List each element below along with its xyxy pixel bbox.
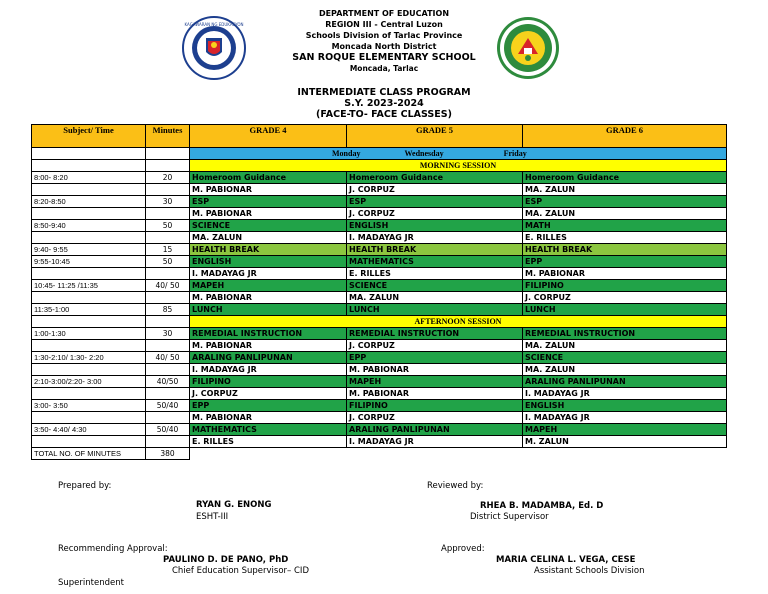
empty-cell (32, 160, 146, 172)
teacher-cell-grade-5: I. MADAYAG JR (347, 232, 523, 244)
subject-cell-grade-4: MATHEMATICS (190, 424, 347, 436)
table-row (32, 172, 727, 184)
teacher-cell-grade-6: J. CORPUZ (523, 292, 727, 304)
time-cell: 1:00-1:30 (32, 328, 146, 340)
teacher-row (32, 340, 727, 352)
minutes-cell: 30 (146, 328, 190, 340)
empty-cell (146, 436, 190, 448)
subject-cell-grade-5: MAPEH (347, 376, 523, 388)
teacher-cell-grade-6: MA. ZALUN (523, 340, 727, 352)
teacher-cell-grade-4: E. RILLES (190, 436, 347, 448)
subject-cell-grade-5: MATHEMATICS (347, 256, 523, 268)
letterhead-line: Moncada North District (331, 42, 437, 51)
column-header: Subject/ Time (32, 125, 146, 148)
subject-cell-grade-6: EPP (523, 256, 727, 268)
letterhead-line: Schools Division of Tarlac Province (305, 31, 463, 40)
teacher-row (32, 292, 727, 304)
column-header: GRADE 4 (190, 125, 347, 148)
table-row (32, 196, 727, 208)
empty-cell (32, 184, 146, 196)
subject-cell-grade-6: FILIPINO (523, 280, 727, 292)
teacher-row (32, 436, 727, 448)
subject-cell-grade-4: LUNCH (190, 304, 347, 316)
minutes-cell: 20 (146, 172, 190, 184)
table-row (32, 244, 727, 256)
subject-cell-grade-4: HEALTH BREAK (190, 244, 347, 256)
letterhead-line: REGION III - Central Luzon (325, 20, 443, 29)
empty-cell (146, 388, 190, 400)
subject-cell-grade-6: ESP (523, 196, 727, 208)
teacher-cell-grade-4: I. MADAYAG JR (190, 364, 347, 376)
empty-cell (32, 388, 146, 400)
time-cell: 8:00- 8:20 (32, 172, 146, 184)
empty-cell (146, 148, 190, 160)
teacher-cell-grade-6: E. RILLES (523, 232, 727, 244)
column-header: Minutes (146, 125, 190, 148)
program-title (0, 87, 768, 120)
teacher-cell-grade-5: MA. ZALUN (347, 292, 523, 304)
teacher-cell-grade-6: I. MADAYAG JR (523, 388, 727, 400)
time-cell: 9:55-10:45 (32, 256, 146, 268)
approved-title-continued: Superintendent (58, 578, 124, 588)
approved-title: Assistant Schools Division (534, 566, 645, 576)
teacher-cell-grade-4: M. PABIONAR (190, 184, 347, 196)
minutes-cell: 50 (146, 220, 190, 232)
teacher-row (32, 208, 727, 220)
teacher-cell-grade-6: MA. ZALUN (523, 184, 727, 196)
empty-cell (32, 436, 146, 448)
subject-cell-grade-5: ESP (347, 196, 523, 208)
empty-cell (146, 184, 190, 196)
school-seal-icon (496, 16, 560, 80)
subject-cell-grade-5: ARALING PANLIPUNAN (347, 424, 523, 436)
subject-cell-grade-6: ARALING PANLIPUNAN (523, 376, 727, 388)
svg-text:KAGAWARAN NG EDUKASYON: KAGAWARAN NG EDUKASYON (184, 22, 244, 27)
time-cell: 3:00- 3:50 (32, 400, 146, 412)
teacher-cell-grade-6: MA. ZALUN (523, 364, 727, 376)
time-cell: 2:10-3:00/2:20- 3:00 (32, 376, 146, 388)
minutes-cell: 40/50 (146, 376, 190, 388)
prepared-by-title: ESHT-III (196, 512, 229, 522)
reviewed-by-name: RHEA B. MADAMBA, Ed. D (480, 501, 604, 511)
title-line: INTERMEDIATE CLASS PROGRAM (297, 87, 471, 98)
table-row (32, 256, 727, 268)
teacher-cell-grade-5: J. CORPUZ (347, 340, 523, 352)
minutes-cell: 50/40 (146, 400, 190, 412)
teacher-cell-grade-5: J. CORPUZ (347, 412, 523, 424)
class-program-table (31, 124, 727, 460)
teacher-row (32, 388, 727, 400)
subject-cell-grade-6: SCIENCE (523, 352, 727, 364)
subject-cell-grade-5: LUNCH (347, 304, 523, 316)
afternoon-session-label: AFTERNOON SESSION (190, 316, 727, 328)
subject-cell-grade-5: SCIENCE (347, 280, 523, 292)
title-line: S.Y. 2023-2024 (344, 98, 424, 109)
minutes-cell: 40/ 50 (146, 280, 190, 292)
teacher-cell-grade-4: M. PABIONAR (190, 412, 347, 424)
subject-cell-grade-5: REMEDIAL INSTRUCTION (347, 328, 523, 340)
recommending-name: PAULINO D. DE PANO, PhD (163, 555, 289, 565)
empty-cell (146, 364, 190, 376)
empty-cell (32, 208, 146, 220)
teacher-cell-grade-4: I. MADAYAG JR (190, 268, 347, 280)
column-header: GRADE 5 (347, 125, 523, 148)
empty-cell (146, 412, 190, 424)
empty-cell (146, 208, 190, 220)
empty-cell (32, 232, 146, 244)
empty-cell (32, 412, 146, 424)
time-cell: 8:20-8:50 (32, 196, 146, 208)
teacher-cell-grade-5: M. PABIONAR (347, 364, 523, 376)
minutes-cell: 30 (146, 196, 190, 208)
empty-cell (32, 268, 146, 280)
teacher-cell-grade-4: M. PABIONAR (190, 340, 347, 352)
time-cell: 1:30-2:10/ 1:30- 2:20 (32, 352, 146, 364)
empty-cell (146, 316, 190, 328)
subject-cell-grade-4: SCIENCE (190, 220, 347, 232)
minutes-cell: 85 (146, 304, 190, 316)
total-label: TOTAL NO. OF MINUTES (32, 448, 146, 460)
subject-cell-grade-4: MAPEH (190, 280, 347, 292)
days-row (32, 148, 727, 160)
teacher-cell-grade-5: E. RILLES (347, 268, 523, 280)
table-row (32, 424, 727, 436)
recommending-title: Chief Education Supervisor– CID (172, 566, 309, 576)
empty-cell (32, 316, 146, 328)
day-label: Monday (332, 149, 361, 158)
subject-cell-grade-6: LUNCH (523, 304, 727, 316)
teacher-row (32, 184, 727, 196)
subject-cell-grade-4: EPP (190, 400, 347, 412)
empty-cell (146, 340, 190, 352)
teacher-row (32, 412, 727, 424)
header-row (32, 125, 727, 148)
prepared-by-name: RYAN G. ENONG (196, 500, 272, 510)
subject-cell-grade-6: HEALTH BREAK (523, 244, 727, 256)
table-row (32, 220, 727, 232)
time-cell: 9:40- 9:55 (32, 244, 146, 256)
total-value: 380 (146, 448, 190, 460)
total-row (32, 448, 727, 460)
empty-cell (32, 340, 146, 352)
time-cell: 8:50-9:40 (32, 220, 146, 232)
teacher-row (32, 364, 727, 376)
letterhead (0, 8, 768, 74)
minutes-cell: 50 (146, 256, 190, 268)
subject-cell-grade-6: MAPEH (523, 424, 727, 436)
session-row (32, 316, 727, 328)
subject-cell-grade-6: MATH (523, 220, 727, 232)
subject-cell-grade-4: ENGLISH (190, 256, 347, 268)
subject-cell-grade-4: REMEDIAL INSTRUCTION (190, 328, 347, 340)
minutes-cell: 40/ 50 (146, 352, 190, 364)
minutes-cell: 50/40 (146, 424, 190, 436)
teacher-cell-grade-5: J. CORPUZ (347, 184, 523, 196)
subject-cell-grade-4: ARALING PANLIPUNAN (190, 352, 347, 364)
empty-cell (146, 268, 190, 280)
teacher-row (32, 232, 727, 244)
days-cell (190, 148, 727, 160)
title-line: (FACE-TO- FACE CLASSES) (316, 109, 452, 120)
minutes-cell: 15 (146, 244, 190, 256)
table-row (32, 280, 727, 292)
school-location: Moncada, Tarlac (349, 64, 419, 73)
empty-cell (190, 448, 727, 460)
approved-label: Approved: (441, 544, 485, 554)
empty-cell (32, 292, 146, 304)
morning-session-label: MORNING SESSION (190, 160, 727, 172)
subject-cell-grade-6: REMEDIAL INSTRUCTION (523, 328, 727, 340)
subject-cell-grade-5: FILIPINO (347, 400, 523, 412)
empty-cell (146, 160, 190, 172)
table-row (32, 352, 727, 364)
recommending-label: Recommending Approval: (58, 544, 168, 554)
subject-cell-grade-5: EPP (347, 352, 523, 364)
teacher-cell-grade-6: M. PABIONAR (523, 268, 727, 280)
time-cell: 3:50- 4:40/ 4:30 (32, 424, 146, 436)
prepared-by-label: Prepared by: (58, 481, 112, 491)
subject-cell-grade-6: ENGLISH (523, 400, 727, 412)
table-row (32, 328, 727, 340)
teacher-cell-grade-6: M. ZALUN (523, 436, 727, 448)
teacher-cell-grade-5: J. CORPUZ (347, 208, 523, 220)
day-label: Wednesday (404, 149, 444, 158)
approved-name: MARIA CELINA L. VEGA, CESE (496, 555, 636, 565)
table-row (32, 304, 727, 316)
table-row (32, 400, 727, 412)
subject-cell-grade-4: Homeroom Guidance (190, 172, 347, 184)
teacher-cell-grade-4: M. PABIONAR (190, 208, 347, 220)
subject-cell-grade-4: ESP (190, 196, 347, 208)
letterhead-line: DEPARTMENT OF EDUCATION (318, 9, 450, 18)
reviewed-by-label: Reviewed by: (427, 481, 484, 491)
time-cell: 10:45- 11:25 /11:35 (32, 280, 146, 292)
teacher-cell-grade-4: M. PABIONAR (190, 292, 347, 304)
time-cell: 11:35-1:00 (32, 304, 146, 316)
column-header: GRADE 6 (523, 125, 727, 148)
empty-cell (32, 364, 146, 376)
subject-cell-grade-6: Homeroom Guidance (523, 172, 727, 184)
subject-cell-grade-5: Homeroom Guidance (347, 172, 523, 184)
empty-cell (32, 148, 146, 160)
teacher-cell-grade-6: MA. ZALUN (523, 208, 727, 220)
teacher-cell-grade-5: M. PABIONAR (347, 388, 523, 400)
subject-cell-grade-4: FILIPINO (190, 376, 347, 388)
session-row (32, 160, 727, 172)
deped-seal-icon (182, 16, 246, 80)
teacher-cell-grade-4: MA. ZALUN (190, 232, 347, 244)
teacher-cell-grade-5: I. MADAYAG JR (347, 436, 523, 448)
reviewed-by-title: District Supervisor (470, 512, 549, 522)
teacher-cell-grade-4: J. CORPUZ (190, 388, 347, 400)
teacher-cell-grade-6: I. MADAYAG JR (523, 412, 727, 424)
empty-cell (146, 232, 190, 244)
teacher-row (32, 268, 727, 280)
subject-cell-grade-5: ENGLISH (347, 220, 523, 232)
table-row (32, 376, 727, 388)
school-name: SAN ROQUE ELEMENTARY SCHOOL (292, 52, 476, 63)
empty-cell (146, 292, 190, 304)
day-label: Friday (503, 149, 527, 158)
subject-cell-grade-5: HEALTH BREAK (347, 244, 523, 256)
